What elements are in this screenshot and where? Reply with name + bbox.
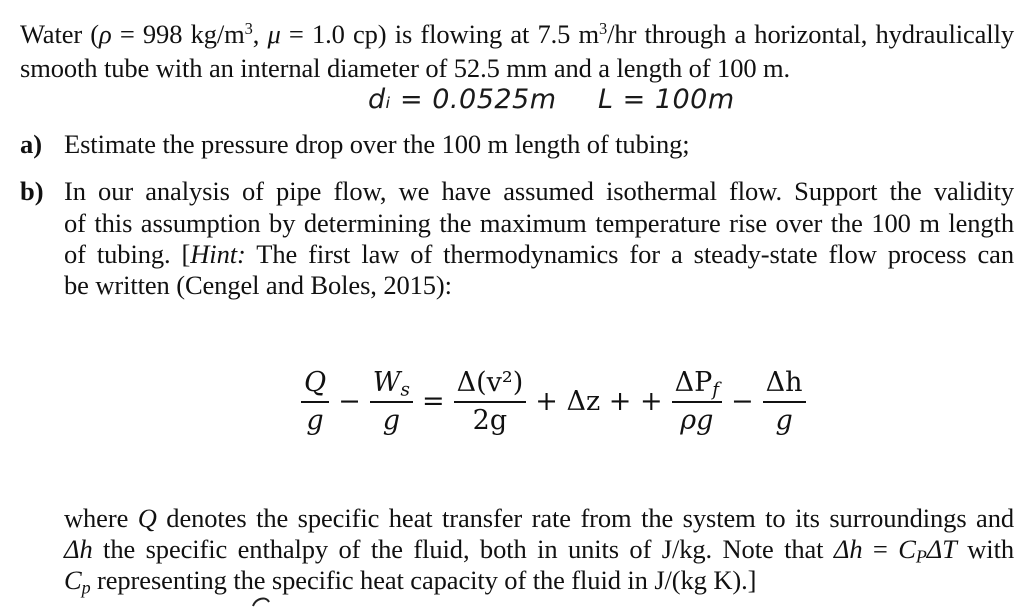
heat-term xyxy=(301,365,329,439)
work-term-numerator xyxy=(370,365,413,401)
pressure-term xyxy=(672,365,722,439)
delta-h-symbol: Δh xyxy=(64,534,93,564)
handwritten-length-note: L = 100m xyxy=(598,84,735,115)
equals-text: = xyxy=(862,534,899,564)
work-term-denominator: g xyxy=(382,405,400,436)
cp-subscript: P xyxy=(915,546,927,567)
part-b-line-1: In our analysis of pipe flow, we have assumed isothermal flow. Support the validity xyxy=(64,176,1014,206)
where-line-1 xyxy=(64,502,1014,534)
enthalpy-term xyxy=(763,365,806,439)
friction-subscript: f xyxy=(712,379,720,401)
intro-text-5: /hr through a horizontal, hydraulically xyxy=(607,19,1014,49)
part-b-line-3-pre: of tubing. [ xyxy=(64,239,191,269)
heat-term-denominator: g xyxy=(306,405,324,436)
where-line-2-post: with xyxy=(956,534,1014,564)
part-a-text: Estimate the pressure drop over the 100 m length of tubing; xyxy=(64,129,690,159)
intro-text-3: , xyxy=(252,19,268,49)
kinetic-term-numerator: Δ(v²) xyxy=(456,367,524,398)
where-line-3 xyxy=(64,564,756,596)
kinetic-term-denominator: 2g xyxy=(472,405,508,436)
cp-subscript-2: p xyxy=(81,577,91,598)
cubed-superscript-2: 3 xyxy=(599,18,608,38)
where-line-2-mid: the specific enthalpy of the fluid, both in units of J/kg. Note that xyxy=(92,534,834,564)
intro-text-2: = 998 kg/m xyxy=(111,19,245,49)
intro-text-1: Water ( xyxy=(20,19,100,49)
part-b-line-2: of this assumption by determining the maximum temperature rise over the 100 m length xyxy=(64,208,1014,238)
equals-operator: = xyxy=(421,386,445,417)
part-a-label: a) xyxy=(20,129,43,159)
pressure-term-denominator: ρg xyxy=(680,405,714,436)
rho-symbol: ρ xyxy=(99,19,112,49)
enthalpy-term-numerator: Δh xyxy=(765,367,803,398)
hint-label: Hint: xyxy=(190,239,246,269)
plus-delta-z-operator: + Δz + + xyxy=(535,386,663,417)
part-b-label: b) xyxy=(20,176,44,206)
intro-line-1 xyxy=(20,18,1014,50)
part-b-line-4: be written (Cengel and Boles, 2015): xyxy=(64,270,452,300)
minus-operator-2: − xyxy=(731,386,754,417)
work-subscript: s xyxy=(400,379,410,401)
delta-p-symbol: ΔP xyxy=(674,367,713,398)
work-term xyxy=(370,365,413,439)
kinetic-term xyxy=(454,365,527,439)
where-line-2 xyxy=(64,533,1014,565)
where-line-3-post: representing the specific heat capacity of the fluid in J/(kg K).] xyxy=(90,565,757,595)
handwritten-diameter-note: dᵢ = 0.0525m xyxy=(368,84,557,115)
intro-line-2: smooth tube with an internal diameter of 52.5 mm and a length of 100 m. xyxy=(20,53,791,83)
heat-term-numerator: Q xyxy=(304,367,327,398)
where-q-symbol: Q xyxy=(137,503,157,533)
cubed-superscript: 3 xyxy=(244,18,253,38)
cp-symbol-2: C xyxy=(64,565,82,595)
mu-symbol: μ xyxy=(267,19,281,49)
part-b-line-3-post: The first law of thermodynamics for a steady-state flow process can xyxy=(245,239,1014,269)
where-text-post: denotes the specific heat transfer rate from the system to its surroundings and xyxy=(156,503,1014,533)
part-b-line-3 xyxy=(64,238,1014,270)
pressure-term-numerator xyxy=(672,365,722,401)
enthalpy-term-denominator: g xyxy=(775,405,793,436)
work-symbol: W xyxy=(372,367,401,398)
intro-text-4: = 1.0 cp) is flowing at 7.5 m xyxy=(280,19,600,49)
delta-t-symbol: ΔT xyxy=(926,534,957,564)
first-law-equation xyxy=(298,362,809,442)
where-text-pre: where xyxy=(64,503,138,533)
cp-symbol: C xyxy=(898,534,916,564)
minus-operator: − xyxy=(338,386,361,417)
delta-h-symbol-2: Δh xyxy=(833,534,863,564)
